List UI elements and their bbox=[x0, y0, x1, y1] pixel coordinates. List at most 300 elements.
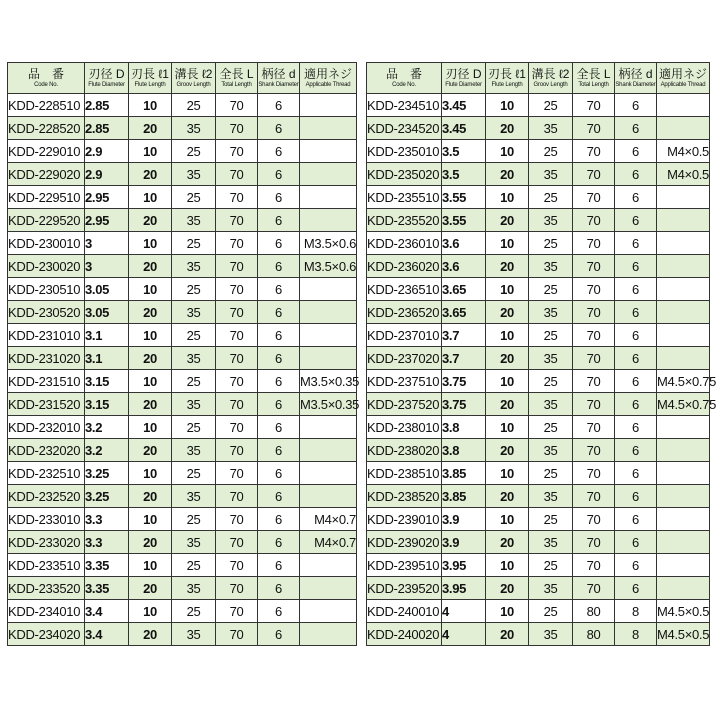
flute-length-cell: 10 bbox=[129, 232, 172, 255]
product-code-cell: KDD-239020 bbox=[367, 531, 442, 554]
total-length-cell: 70 bbox=[216, 209, 258, 232]
flute-length-cell: 20 bbox=[486, 163, 529, 186]
flute-length-cell: 10 bbox=[486, 416, 529, 439]
flute-diameter-cell: 3.05 bbox=[85, 301, 129, 324]
header-applicable-thread: 適用ネジ Applicable Thread bbox=[300, 63, 357, 94]
flute-length-cell: 20 bbox=[129, 577, 172, 600]
table-row bbox=[367, 531, 710, 554]
applicable-thread-cell: M4.5×0.75 bbox=[657, 393, 710, 416]
flute-length-cell: 20 bbox=[129, 209, 172, 232]
flute-diameter-cell: 3 bbox=[85, 255, 129, 278]
flute-length-cell: 10 bbox=[486, 600, 529, 623]
header-code: 品 番 Code No. bbox=[367, 63, 442, 94]
shank-diameter-cell: 6 bbox=[258, 301, 300, 324]
applicable-thread-cell bbox=[657, 554, 710, 577]
groove-length-cell: 35 bbox=[172, 393, 216, 416]
total-length-cell: 70 bbox=[216, 370, 258, 393]
shank-diameter-cell: 6 bbox=[615, 94, 657, 117]
flute-length-cell: 10 bbox=[129, 462, 172, 485]
product-code-cell: KDD-238520 bbox=[367, 485, 442, 508]
total-length-cell: 70 bbox=[573, 301, 615, 324]
flute-diameter-cell: 3.55 bbox=[442, 186, 486, 209]
flute-diameter-cell: 3.65 bbox=[442, 301, 486, 324]
flute-diameter-cell: 3.2 bbox=[85, 439, 129, 462]
flute-length-cell: 10 bbox=[129, 554, 172, 577]
total-length-cell: 70 bbox=[573, 531, 615, 554]
table-row bbox=[367, 416, 710, 439]
flute-length-cell: 10 bbox=[129, 416, 172, 439]
flute-length-cell: 20 bbox=[486, 301, 529, 324]
applicable-thread-cell bbox=[657, 439, 710, 462]
groove-length-cell: 35 bbox=[529, 163, 573, 186]
total-length-cell: 70 bbox=[216, 554, 258, 577]
spec-table-left bbox=[7, 62, 360, 646]
groove-length-cell: 25 bbox=[172, 232, 216, 255]
flute-diameter-cell: 2.85 bbox=[85, 117, 129, 140]
shank-diameter-cell: 6 bbox=[615, 301, 657, 324]
table-row bbox=[8, 508, 357, 531]
flute-length-cell: 10 bbox=[486, 232, 529, 255]
product-code-cell: KDD-234510 bbox=[367, 94, 442, 117]
product-code-cell: KDD-232520 bbox=[8, 485, 85, 508]
product-code-cell: KDD-229510 bbox=[8, 186, 85, 209]
product-code-cell: KDD-231020 bbox=[8, 347, 85, 370]
flute-diameter-cell: 3.5 bbox=[442, 163, 486, 186]
groove-length-cell: 35 bbox=[172, 209, 216, 232]
flute-diameter-cell: 3.95 bbox=[442, 554, 486, 577]
table-row bbox=[367, 117, 710, 140]
table-row bbox=[8, 439, 357, 462]
table-row bbox=[367, 508, 710, 531]
product-code-cell: KDD-228510 bbox=[8, 94, 85, 117]
table-row bbox=[8, 94, 357, 117]
applicable-thread-cell bbox=[300, 577, 357, 600]
applicable-thread-cell bbox=[300, 209, 357, 232]
flute-diameter-cell: 3.9 bbox=[442, 531, 486, 554]
flute-diameter-cell: 3.1 bbox=[85, 324, 129, 347]
flute-diameter-cell: 3.95 bbox=[442, 577, 486, 600]
product-code-cell: KDD-236010 bbox=[367, 232, 442, 255]
shank-diameter-cell: 6 bbox=[615, 347, 657, 370]
shank-diameter-cell: 6 bbox=[258, 140, 300, 163]
product-code-cell: KDD-232010 bbox=[8, 416, 85, 439]
total-length-cell: 70 bbox=[216, 255, 258, 278]
shank-diameter-cell: 6 bbox=[258, 485, 300, 508]
flute-diameter-cell: 3.45 bbox=[442, 94, 486, 117]
flute-length-cell: 20 bbox=[486, 393, 529, 416]
flute-length-cell: 20 bbox=[129, 623, 172, 646]
shank-diameter-cell: 6 bbox=[258, 600, 300, 623]
total-length-cell: 70 bbox=[216, 117, 258, 140]
applicable-thread-cell bbox=[300, 278, 357, 301]
total-length-cell: 70 bbox=[573, 324, 615, 347]
header-row bbox=[367, 63, 710, 94]
table-row bbox=[367, 324, 710, 347]
groove-length-cell: 35 bbox=[529, 531, 573, 554]
product-code-cell: KDD-230010 bbox=[8, 232, 85, 255]
flute-diameter-cell: 3.7 bbox=[442, 324, 486, 347]
flute-diameter-cell: 3.7 bbox=[442, 347, 486, 370]
table-row bbox=[8, 577, 357, 600]
flute-length-cell: 20 bbox=[486, 209, 529, 232]
groove-length-cell: 25 bbox=[172, 94, 216, 117]
flute-diameter-cell: 3.45 bbox=[442, 117, 486, 140]
product-code-cell: KDD-229020 bbox=[8, 163, 85, 186]
product-code-cell: KDD-236520 bbox=[367, 301, 442, 324]
flute-diameter-cell: 4 bbox=[442, 600, 486, 623]
flute-length-cell: 20 bbox=[129, 163, 172, 186]
table-row bbox=[367, 186, 710, 209]
groove-length-cell: 25 bbox=[529, 462, 573, 485]
applicable-thread-cell bbox=[657, 485, 710, 508]
flute-length-cell: 10 bbox=[486, 278, 529, 301]
shank-diameter-cell: 6 bbox=[258, 462, 300, 485]
total-length-cell: 70 bbox=[216, 485, 258, 508]
shank-diameter-cell: 6 bbox=[615, 416, 657, 439]
table-row bbox=[367, 278, 710, 301]
product-code-cell: KDD-233520 bbox=[8, 577, 85, 600]
shank-diameter-cell: 6 bbox=[615, 209, 657, 232]
shank-diameter-cell: 6 bbox=[615, 577, 657, 600]
total-length-cell: 70 bbox=[216, 600, 258, 623]
header-code: 品 番 Code No. bbox=[8, 63, 85, 94]
applicable-thread-cell bbox=[657, 186, 710, 209]
product-code-cell: KDD-234020 bbox=[8, 623, 85, 646]
total-length-cell: 70 bbox=[216, 531, 258, 554]
total-length-cell: 70 bbox=[216, 347, 258, 370]
table-row bbox=[8, 370, 357, 393]
flute-diameter-cell: 3.55 bbox=[442, 209, 486, 232]
groove-length-cell: 35 bbox=[529, 439, 573, 462]
total-length-cell: 70 bbox=[216, 301, 258, 324]
shank-diameter-cell: 6 bbox=[615, 462, 657, 485]
groove-length-cell: 25 bbox=[172, 600, 216, 623]
flute-length-cell: 10 bbox=[129, 278, 172, 301]
applicable-thread-cell: M4×0.7 bbox=[300, 531, 357, 554]
flute-length-cell: 10 bbox=[486, 186, 529, 209]
groove-length-cell: 25 bbox=[529, 600, 573, 623]
shank-diameter-cell: 8 bbox=[615, 623, 657, 646]
table-row bbox=[8, 485, 357, 508]
applicable-thread-cell: M3.5×0.6 bbox=[300, 255, 357, 278]
applicable-thread-cell bbox=[300, 485, 357, 508]
product-code-cell: KDD-235520 bbox=[367, 209, 442, 232]
total-length-cell: 70 bbox=[573, 393, 615, 416]
table-row bbox=[8, 324, 357, 347]
groove-length-cell: 25 bbox=[529, 278, 573, 301]
table-row bbox=[8, 623, 357, 646]
product-code-cell: KDD-229520 bbox=[8, 209, 85, 232]
product-code-cell: KDD-235020 bbox=[367, 163, 442, 186]
flute-diameter-cell: 3.15 bbox=[85, 370, 129, 393]
shank-diameter-cell: 6 bbox=[258, 209, 300, 232]
header-flute-length: 刃長 ℓ1 Flute Length bbox=[129, 63, 172, 94]
flute-length-cell: 20 bbox=[129, 531, 172, 554]
shank-diameter-cell: 6 bbox=[615, 485, 657, 508]
shank-diameter-cell: 6 bbox=[258, 416, 300, 439]
product-code-cell: KDD-237520 bbox=[367, 393, 442, 416]
total-length-cell: 70 bbox=[216, 186, 258, 209]
applicable-thread-cell bbox=[657, 301, 710, 324]
header-groove-length: 溝長 ℓ2 Groov Length bbox=[172, 63, 216, 94]
applicable-thread-cell bbox=[657, 232, 710, 255]
flute-diameter-cell: 3.3 bbox=[85, 508, 129, 531]
shank-diameter-cell: 6 bbox=[615, 232, 657, 255]
product-code-cell: KDD-239010 bbox=[367, 508, 442, 531]
product-code-cell: KDD-231520 bbox=[8, 393, 85, 416]
groove-length-cell: 25 bbox=[172, 370, 216, 393]
applicable-thread-cell bbox=[300, 462, 357, 485]
flute-diameter-cell: 3.3 bbox=[85, 531, 129, 554]
shank-diameter-cell: 6 bbox=[615, 278, 657, 301]
table-row bbox=[367, 163, 710, 186]
total-length-cell: 70 bbox=[573, 94, 615, 117]
shank-diameter-cell: 6 bbox=[258, 117, 300, 140]
applicable-thread-cell bbox=[657, 531, 710, 554]
flute-diameter-cell: 3.25 bbox=[85, 462, 129, 485]
total-length-cell: 70 bbox=[216, 462, 258, 485]
table-row bbox=[8, 117, 357, 140]
flute-diameter-cell: 2.9 bbox=[85, 163, 129, 186]
applicable-thread-cell: M3.5×0.6 bbox=[300, 232, 357, 255]
groove-length-cell: 35 bbox=[529, 393, 573, 416]
total-length-cell: 70 bbox=[216, 416, 258, 439]
total-length-cell: 70 bbox=[216, 278, 258, 301]
flute-length-cell: 20 bbox=[486, 255, 529, 278]
total-length-cell: 70 bbox=[216, 94, 258, 117]
flute-diameter-cell: 3.15 bbox=[85, 393, 129, 416]
applicable-thread-cell bbox=[657, 416, 710, 439]
applicable-thread-cell bbox=[300, 439, 357, 462]
applicable-thread-cell bbox=[300, 301, 357, 324]
flute-length-cell: 20 bbox=[486, 439, 529, 462]
shank-diameter-cell: 6 bbox=[258, 163, 300, 186]
product-code-cell: KDD-237010 bbox=[367, 324, 442, 347]
flute-diameter-cell: 3.6 bbox=[442, 232, 486, 255]
total-length-cell: 70 bbox=[216, 439, 258, 462]
header-total-length: 全長 L Total Length bbox=[573, 63, 615, 94]
applicable-thread-cell bbox=[657, 278, 710, 301]
total-length-cell: 70 bbox=[573, 416, 615, 439]
groove-length-cell: 35 bbox=[172, 117, 216, 140]
groove-length-cell: 25 bbox=[172, 278, 216, 301]
total-length-cell: 70 bbox=[573, 163, 615, 186]
shank-diameter-cell: 6 bbox=[615, 439, 657, 462]
flute-length-cell: 10 bbox=[486, 140, 529, 163]
groove-length-cell: 25 bbox=[529, 232, 573, 255]
groove-length-cell: 25 bbox=[529, 324, 573, 347]
shank-diameter-cell: 6 bbox=[258, 255, 300, 278]
product-code-cell: KDD-229010 bbox=[8, 140, 85, 163]
spec-table-right bbox=[366, 62, 717, 646]
product-code-cell: KDD-240010 bbox=[367, 600, 442, 623]
header-row bbox=[8, 63, 357, 94]
applicable-thread-cell: M4×0.5 bbox=[657, 163, 710, 186]
applicable-thread-cell bbox=[300, 347, 357, 370]
applicable-thread-cell bbox=[300, 554, 357, 577]
flute-length-cell: 20 bbox=[129, 347, 172, 370]
product-code-cell: KDD-237510 bbox=[367, 370, 442, 393]
applicable-thread-cell bbox=[657, 209, 710, 232]
table-row bbox=[8, 163, 357, 186]
groove-length-cell: 35 bbox=[529, 485, 573, 508]
flute-diameter-cell: 3.75 bbox=[442, 393, 486, 416]
header-shank-diameter: 柄径 d Shank Diameter bbox=[615, 63, 657, 94]
header-shank-diameter: 柄径 d Shank Diameter bbox=[258, 63, 300, 94]
total-length-cell: 70 bbox=[573, 439, 615, 462]
groove-length-cell: 35 bbox=[172, 347, 216, 370]
total-length-cell: 70 bbox=[216, 393, 258, 416]
product-code-cell: KDD-240020 bbox=[367, 623, 442, 646]
applicable-thread-cell bbox=[300, 117, 357, 140]
total-length-cell: 70 bbox=[216, 140, 258, 163]
header-flute-diameter: 刃径 D Flute Diameter bbox=[442, 63, 486, 94]
groove-length-cell: 25 bbox=[172, 324, 216, 347]
flute-length-cell: 20 bbox=[129, 117, 172, 140]
groove-length-cell: 35 bbox=[172, 577, 216, 600]
total-length-cell: 70 bbox=[573, 370, 615, 393]
shank-diameter-cell: 6 bbox=[258, 531, 300, 554]
table-row bbox=[367, 554, 710, 577]
product-code-cell: KDD-234520 bbox=[367, 117, 442, 140]
flute-diameter-cell: 3.4 bbox=[85, 600, 129, 623]
groove-length-cell: 25 bbox=[529, 370, 573, 393]
applicable-thread-cell bbox=[657, 508, 710, 531]
applicable-thread-cell bbox=[657, 255, 710, 278]
product-code-cell: KDD-231510 bbox=[8, 370, 85, 393]
groove-length-cell: 35 bbox=[172, 301, 216, 324]
applicable-thread-cell: M4×0.7 bbox=[300, 508, 357, 531]
table-row bbox=[8, 209, 357, 232]
table-row bbox=[367, 255, 710, 278]
applicable-thread-cell bbox=[300, 140, 357, 163]
header-flute-length: 刃長 ℓ1 Flute Length bbox=[486, 63, 529, 94]
flute-length-cell: 10 bbox=[486, 324, 529, 347]
table-row bbox=[367, 439, 710, 462]
shank-diameter-cell: 6 bbox=[615, 255, 657, 278]
product-code-cell: KDD-233020 bbox=[8, 531, 85, 554]
table-row bbox=[8, 554, 357, 577]
applicable-thread-cell bbox=[657, 347, 710, 370]
applicable-thread-cell bbox=[300, 324, 357, 347]
flute-length-cell: 10 bbox=[486, 94, 529, 117]
table-row bbox=[8, 462, 357, 485]
table-row bbox=[367, 577, 710, 600]
table-row bbox=[367, 370, 710, 393]
flute-diameter-cell: 3.9 bbox=[442, 508, 486, 531]
total-length-cell: 70 bbox=[573, 186, 615, 209]
product-code-cell: KDD-238510 bbox=[367, 462, 442, 485]
product-code-cell: KDD-230510 bbox=[8, 278, 85, 301]
table-row bbox=[8, 255, 357, 278]
table-row bbox=[367, 347, 710, 370]
shank-diameter-cell: 6 bbox=[258, 577, 300, 600]
shank-diameter-cell: 6 bbox=[615, 140, 657, 163]
flute-diameter-cell: 3.75 bbox=[442, 370, 486, 393]
total-length-cell: 70 bbox=[216, 508, 258, 531]
shank-diameter-cell: 6 bbox=[615, 554, 657, 577]
table-row bbox=[8, 186, 357, 209]
table-row bbox=[8, 301, 357, 324]
table-row bbox=[8, 347, 357, 370]
applicable-thread-cell: M4.5×0.75 bbox=[657, 370, 710, 393]
table-row bbox=[8, 531, 357, 554]
table-row bbox=[8, 393, 357, 416]
shank-diameter-cell: 6 bbox=[258, 554, 300, 577]
shank-diameter-cell: 6 bbox=[615, 324, 657, 347]
flute-length-cell: 20 bbox=[486, 485, 529, 508]
flute-length-cell: 20 bbox=[129, 301, 172, 324]
total-length-cell: 70 bbox=[573, 577, 615, 600]
flute-diameter-cell: 4 bbox=[442, 623, 486, 646]
total-length-cell: 70 bbox=[573, 209, 615, 232]
total-length-cell: 70 bbox=[573, 232, 615, 255]
flute-length-cell: 20 bbox=[486, 623, 529, 646]
groove-length-cell: 35 bbox=[529, 209, 573, 232]
table-row bbox=[367, 623, 710, 646]
total-length-cell: 70 bbox=[216, 577, 258, 600]
product-code-cell: KDD-232510 bbox=[8, 462, 85, 485]
total-length-cell: 70 bbox=[216, 623, 258, 646]
applicable-thread-cell bbox=[300, 94, 357, 117]
flute-length-cell: 20 bbox=[486, 577, 529, 600]
product-code-cell: KDD-236510 bbox=[367, 278, 442, 301]
product-code-cell: KDD-237020 bbox=[367, 347, 442, 370]
groove-length-cell: 25 bbox=[172, 186, 216, 209]
table-row bbox=[367, 485, 710, 508]
flute-diameter-cell: 3 bbox=[85, 232, 129, 255]
groove-length-cell: 35 bbox=[529, 623, 573, 646]
groove-length-cell: 25 bbox=[529, 94, 573, 117]
total-length-cell: 70 bbox=[216, 163, 258, 186]
groove-length-cell: 25 bbox=[529, 554, 573, 577]
total-length-cell: 70 bbox=[573, 140, 615, 163]
applicable-thread-cell bbox=[657, 577, 710, 600]
shank-diameter-cell: 6 bbox=[615, 370, 657, 393]
total-length-cell: 70 bbox=[573, 462, 615, 485]
applicable-thread-cell bbox=[300, 186, 357, 209]
product-code-cell: KDD-239510 bbox=[367, 554, 442, 577]
groove-length-cell: 25 bbox=[529, 416, 573, 439]
product-code-cell: KDD-230520 bbox=[8, 301, 85, 324]
shank-diameter-cell: 6 bbox=[258, 324, 300, 347]
flute-length-cell: 20 bbox=[486, 117, 529, 140]
shank-diameter-cell: 6 bbox=[258, 370, 300, 393]
flute-length-cell: 10 bbox=[486, 370, 529, 393]
groove-length-cell: 25 bbox=[172, 416, 216, 439]
groove-length-cell: 35 bbox=[172, 255, 216, 278]
product-code-cell: KDD-239520 bbox=[367, 577, 442, 600]
flute-diameter-cell: 3.85 bbox=[442, 485, 486, 508]
table-row bbox=[367, 140, 710, 163]
flute-diameter-cell: 3.1 bbox=[85, 347, 129, 370]
flute-diameter-cell: 3.6 bbox=[442, 255, 486, 278]
table-row bbox=[8, 278, 357, 301]
groove-length-cell: 35 bbox=[529, 117, 573, 140]
groove-length-cell: 35 bbox=[172, 531, 216, 554]
shank-diameter-cell: 6 bbox=[615, 186, 657, 209]
flute-diameter-cell: 2.9 bbox=[85, 140, 129, 163]
flute-diameter-cell: 2.85 bbox=[85, 94, 129, 117]
flute-length-cell: 10 bbox=[486, 462, 529, 485]
groove-length-cell: 35 bbox=[529, 347, 573, 370]
groove-length-cell: 25 bbox=[172, 140, 216, 163]
groove-length-cell: 25 bbox=[172, 462, 216, 485]
groove-length-cell: 35 bbox=[172, 439, 216, 462]
shank-diameter-cell: 6 bbox=[615, 393, 657, 416]
flute-diameter-cell: 3.8 bbox=[442, 416, 486, 439]
shank-diameter-cell: 6 bbox=[258, 623, 300, 646]
